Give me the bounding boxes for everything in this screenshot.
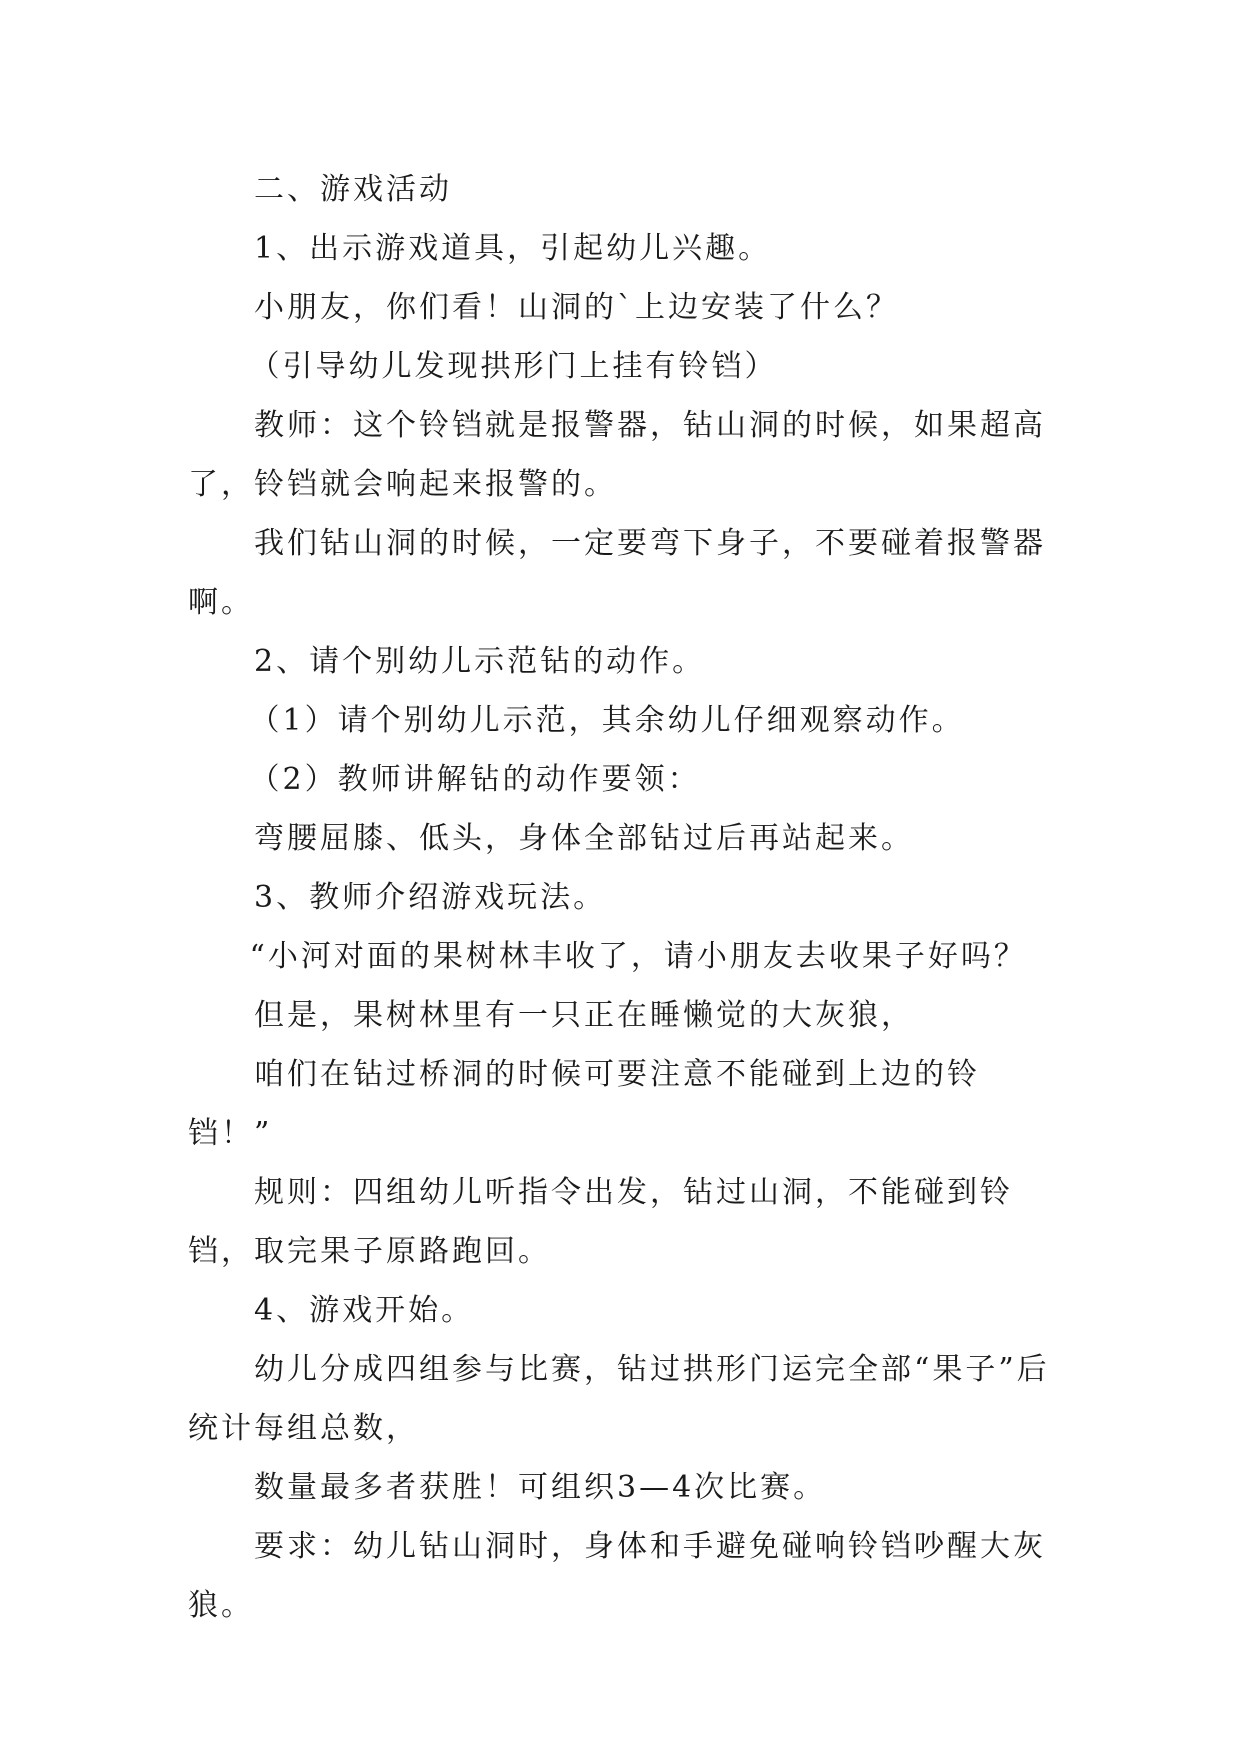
paragraph: 规则：四组幼儿听指令出发，钻过山洞，不能碰到铃铛，取完果子原路跑回。	[188, 1175, 1013, 1269]
section-heading: 二、游戏活动	[254, 172, 452, 207]
paragraph: 我们钻山洞的时候，一定要弯下身子，不要碰着报警器啊。	[188, 526, 1046, 620]
paragraph: 教师：这个铃铛就是报警器，钻山洞的时候，如果超高了，铃铛就会响起来报警的。	[188, 408, 1046, 502]
paragraph: 小朋友，你们看！山洞的`上边安装了什么？	[254, 290, 899, 325]
paragraph: （引导幼儿发现拱形门上挂有铃铛）	[249, 349, 778, 384]
paragraph: 数量最多者获胜！可组织3—4次比赛。	[254, 1470, 827, 1505]
paragraph: 但是，果树林里有一只正在睡懒觉的大灰狼，	[254, 998, 914, 1033]
paragraph: 弯腰屈膝、低头，身体全部钻过后再站起来。	[254, 821, 914, 856]
document-body	[188, 160, 1058, 1635]
paragraph: 咱们在钻过桥洞的时候可要注意不能碰到上边的铃铛！”	[188, 1057, 980, 1151]
paragraph: 幼儿分成四组参与比赛，钻过拱形门运完全部“果子”后统计每组总数，	[188, 1352, 1050, 1446]
step-heading-4: 4、游戏开始。	[254, 1293, 475, 1328]
step-heading-3: 3、教师介绍游戏玩法。	[254, 880, 607, 915]
paragraph: （2）教师讲解钻的动作要领：	[249, 762, 701, 797]
paragraph: （1）请个别幼儿示范，其余幼儿仔细观察动作。	[249, 703, 965, 738]
step-heading-1: 1、出示游戏道具，引起幼儿兴趣。	[254, 231, 772, 266]
step-heading-2: 2、请个别幼儿示范钻的动作。	[254, 644, 706, 679]
paragraph: “小河对面的果树林丰收了，请小朋友去收果子好吗？	[249, 939, 1027, 974]
paragraph: 要求：幼儿钻山洞时，身体和手避免碰响铃铛吵醒大灰狼。	[188, 1529, 1046, 1623]
